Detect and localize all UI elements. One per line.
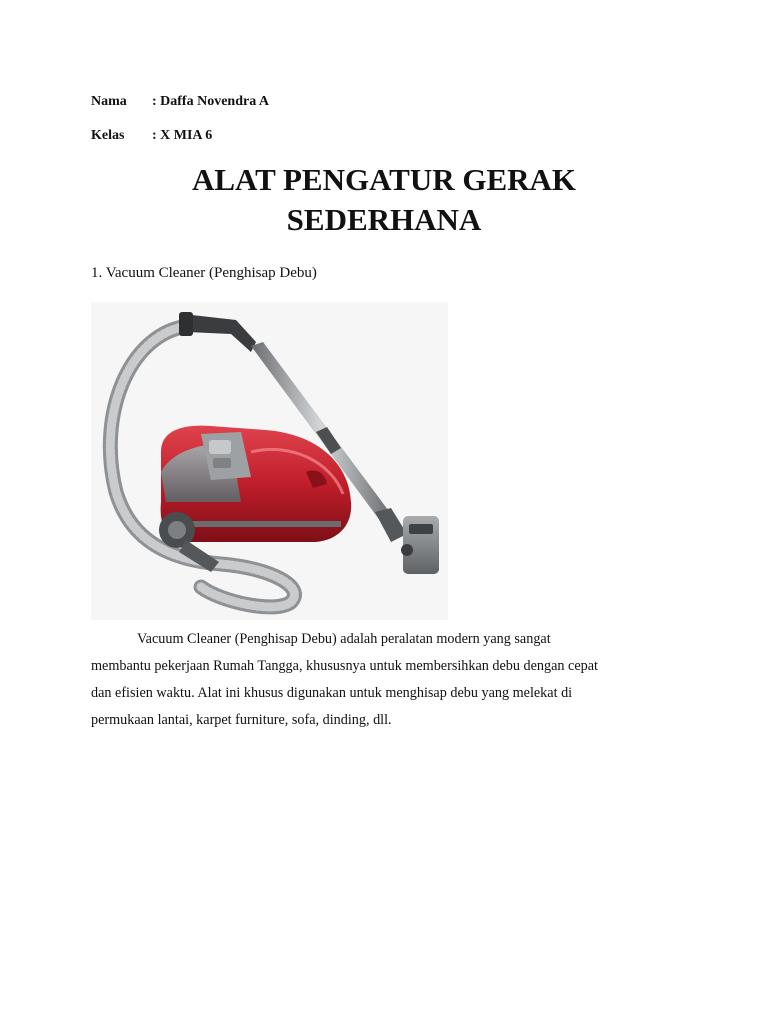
vacuum-cleaner-image — [91, 302, 448, 620]
body-line-3: dan efisien waktu. Alat ini khusus digunakan untuk menghisap debu yang melekat di — [91, 685, 573, 701]
body-line-4: permukaan lantai, karpet furniture, sofa, dinding, dll. — [91, 712, 392, 728]
title-line-2: SEDERHANA — [286, 202, 482, 237]
body-line-2: membantu pekerjaan Rumah Tangga, khususnya untuk membersihkan debu dengan cepat — [91, 658, 598, 674]
title-line-1: ALAT PENGATUR GERAK — [191, 162, 577, 197]
body-line-1: Vacuum Cleaner (Penghisap Debu) adalah peralatan modern yang sangat — [137, 631, 551, 647]
class-label: Kelas — [91, 128, 125, 143]
class-value: : X MIA 6 — [152, 128, 213, 143]
name-value: : Daffa Novendra A — [152, 94, 270, 109]
floor-nozzle — [375, 508, 439, 574]
student-class-row — [91, 128, 212, 144]
vacuum-cleaner-drawing — [91, 302, 448, 620]
document-title — [0, 160, 768, 240]
name-label: Nama — [91, 94, 127, 109]
student-name-row — [91, 94, 269, 110]
handle — [183, 314, 256, 352]
section-heading: 1. Vacuum Cleaner (Penghisap Debu) — [91, 265, 317, 281]
section-body — [91, 626, 691, 734]
